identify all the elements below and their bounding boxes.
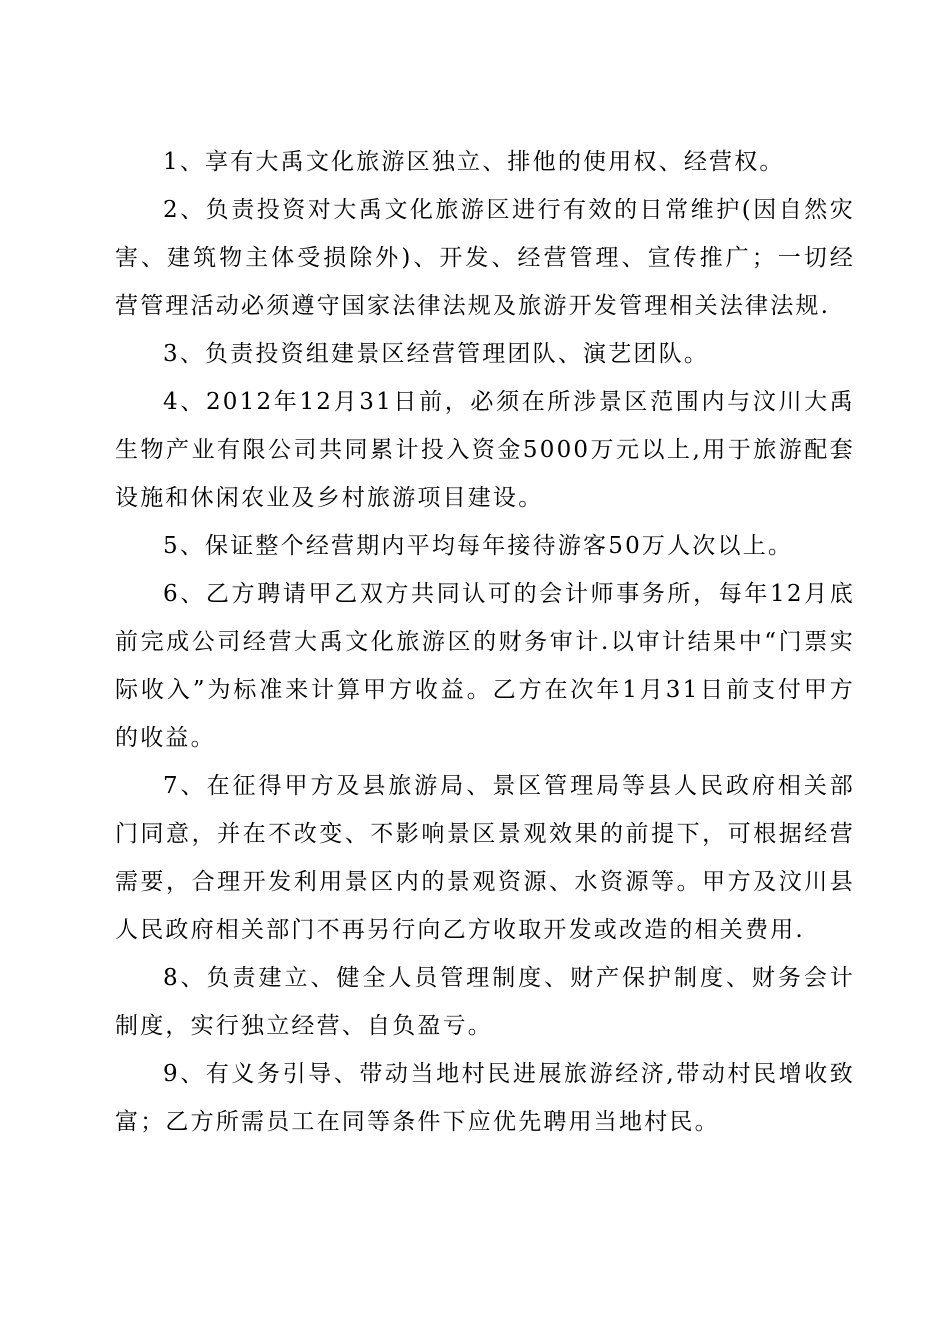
clause-8: 8、负责建立、健全人员管理制度、财产保护制度、财务会计制度，实行独立经营、自负盈亏。: [115, 965, 855, 1039]
clause-2: 2、负责投资对大禹文化旅游区进行有效的日常维护(因自然灾害、建筑物主体受损除外)、开发、经营管理、宣传推广；一切经营管理活动必须遵守国家法律法规及旅游开发管理相关法律法规.: [115, 197, 855, 319]
document-body: [115, 138, 855, 1146]
clause-5: 5、保证整个经营期内平均每年接待游客50万人次以上。: [163, 533, 794, 559]
clause-4: 4、2012年12月31日前，必须在所涉景区范围内与汶川大禹生物产业有限公司共同累计投入资金5000万元以上,用于旅游配套设施和休闲农业及乡村旅游项目建设。: [115, 389, 855, 511]
clause-3: 3、负责投资组建景区经营管理团队、演艺团队。: [163, 341, 710, 367]
clause-1: 1、享有大禹文化旅游区独立、排他的使用权、经营权。: [163, 149, 785, 175]
clause-6: 6、乙方聘请甲乙双方共同认可的会计师事务所，每年12月底前完成公司经营大禹文化旅游区的财务审计.以审计结果中“门票实际收入”为标准来计算甲方收益。乙方在次年1月31日前支付甲方的收益。: [115, 581, 855, 751]
clause-9: 9、有义务引导、带动当地村民进展旅游经济,带动村民增收致富；乙方所需员工在同等条件下应优先聘用当地村民。: [115, 1061, 855, 1135]
clause-7: 7、在征得甲方及县旅游局、景区管理局等县人民政府相关部门同意，并在不改变、不影响景区景观效果的前提下，可根据经营需要，合理开发利用景区内的景观资源、水资源等。甲方及汶川县人民政府相关部门不再另行向乙方收取开发或改造的相关费用.: [115, 773, 855, 943]
